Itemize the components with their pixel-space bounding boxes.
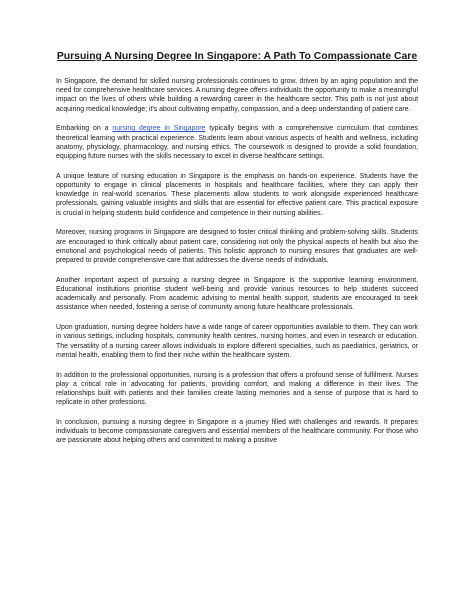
paragraph-text: typically begins with a comprehensive curriculum that combines theoretical learning with practical experience. Students learn about various aspects of health and wellness, including anatomy, physiology, pharmacology, and nursing ethics. The coursework is designed to provide a solid foundation, equipping future nurses with the skills necessary to excel in diverse healthcare settings.	[56, 125, 418, 161]
paragraph-fulfilment: In addition to the professional opportunities, nursing is a profession that offers a profound sense of fulfilment. Nurses play a critical role in advocating for patients, providing comfort, and making a difference in their lives. The relationships built with patients and their families create lasting memories and a sense of purpose that is hard to replicate in other professions.	[56, 371, 418, 407]
document-title: Pursuing A Nursing Degree In Singapore: A Path To Compassionate Care	[56, 51, 418, 62]
nursing-degree-link[interactable]: nursing degree in Singapore	[112, 125, 206, 133]
paragraph-hands-on: A unique feature of nursing education in Singapore is the emphasis on hands-on experience. Students have the opportunity to engage in clinical placements in hospitals and healthcare facilities, where they can apply their knowledge in real-world scenarios. These placements allow students to work alongside experienced healthcare professionals, gaining valuable insights and skills that are essential for effective patient care. This practical exposure is crucial in helping students build confidence and competence in their nursing abilities.	[56, 172, 418, 217]
paragraph-career-opportunities: Upon graduation, nursing degree holders have a wide range of career opportunities available to them. They can work in various settings, including hospitals, community health centres, nursing homes, and even in research or education. The versatility of a nursing career allows individuals to explore different specialties, such as paediatrics, geriatrics, or mental health, enabling them to find their niche within the healthcare system.	[56, 324, 418, 359]
paragraph-critical-thinking: Moreover, nursing programs in Singapore are designed to foster critical thinking and problem-solving skills. Students are encouraged to think critically about patient care, considering not only the physical aspects of health but also the emotional and psychological needs of patients. This holistic approach to nursing ensures that graduates are well-prepared to provide comprehensive care that addresses the diverse needs of individuals.	[56, 229, 418, 265]
paragraph-intro: In Singapore, the demand for skilled nursing professionals continues to grow, driven by an aging population and the need for comprehensive healthcare services. A nursing degree offers individuals the opportunity to make a meaningful impact on the lives of others while building a rewarding career in the healthcare sector. This path is not just about acquiring medical knowledge; it's about cultivating empathy, compassion, and a deep understanding of patient care.	[56, 78, 418, 113]
paragraph-conclusion: In conclusion, pursuing a nursing degree in Singapore is a journey filled with challenges and rewards. It prepares individuals to become compassionate caregivers and essential members of the healthcare community. For those who are passionate about helping others and committed to making a positive	[56, 419, 418, 445]
paragraph-supportive-environment: Another important aspect of pursuing a nursing degree in Singapore is the supportive learning environment. Educational institutions prioritise student well-being and provide various resources to help students succeed academically and personally. From academic advising to mental health support, students are encouraged to seek assistance when needed, fostering a sense of community among future healthcare professionals.	[56, 276, 418, 312]
paragraph-curriculum	[56, 124, 418, 161]
paragraph-text: Embarking on a	[56, 125, 113, 133]
